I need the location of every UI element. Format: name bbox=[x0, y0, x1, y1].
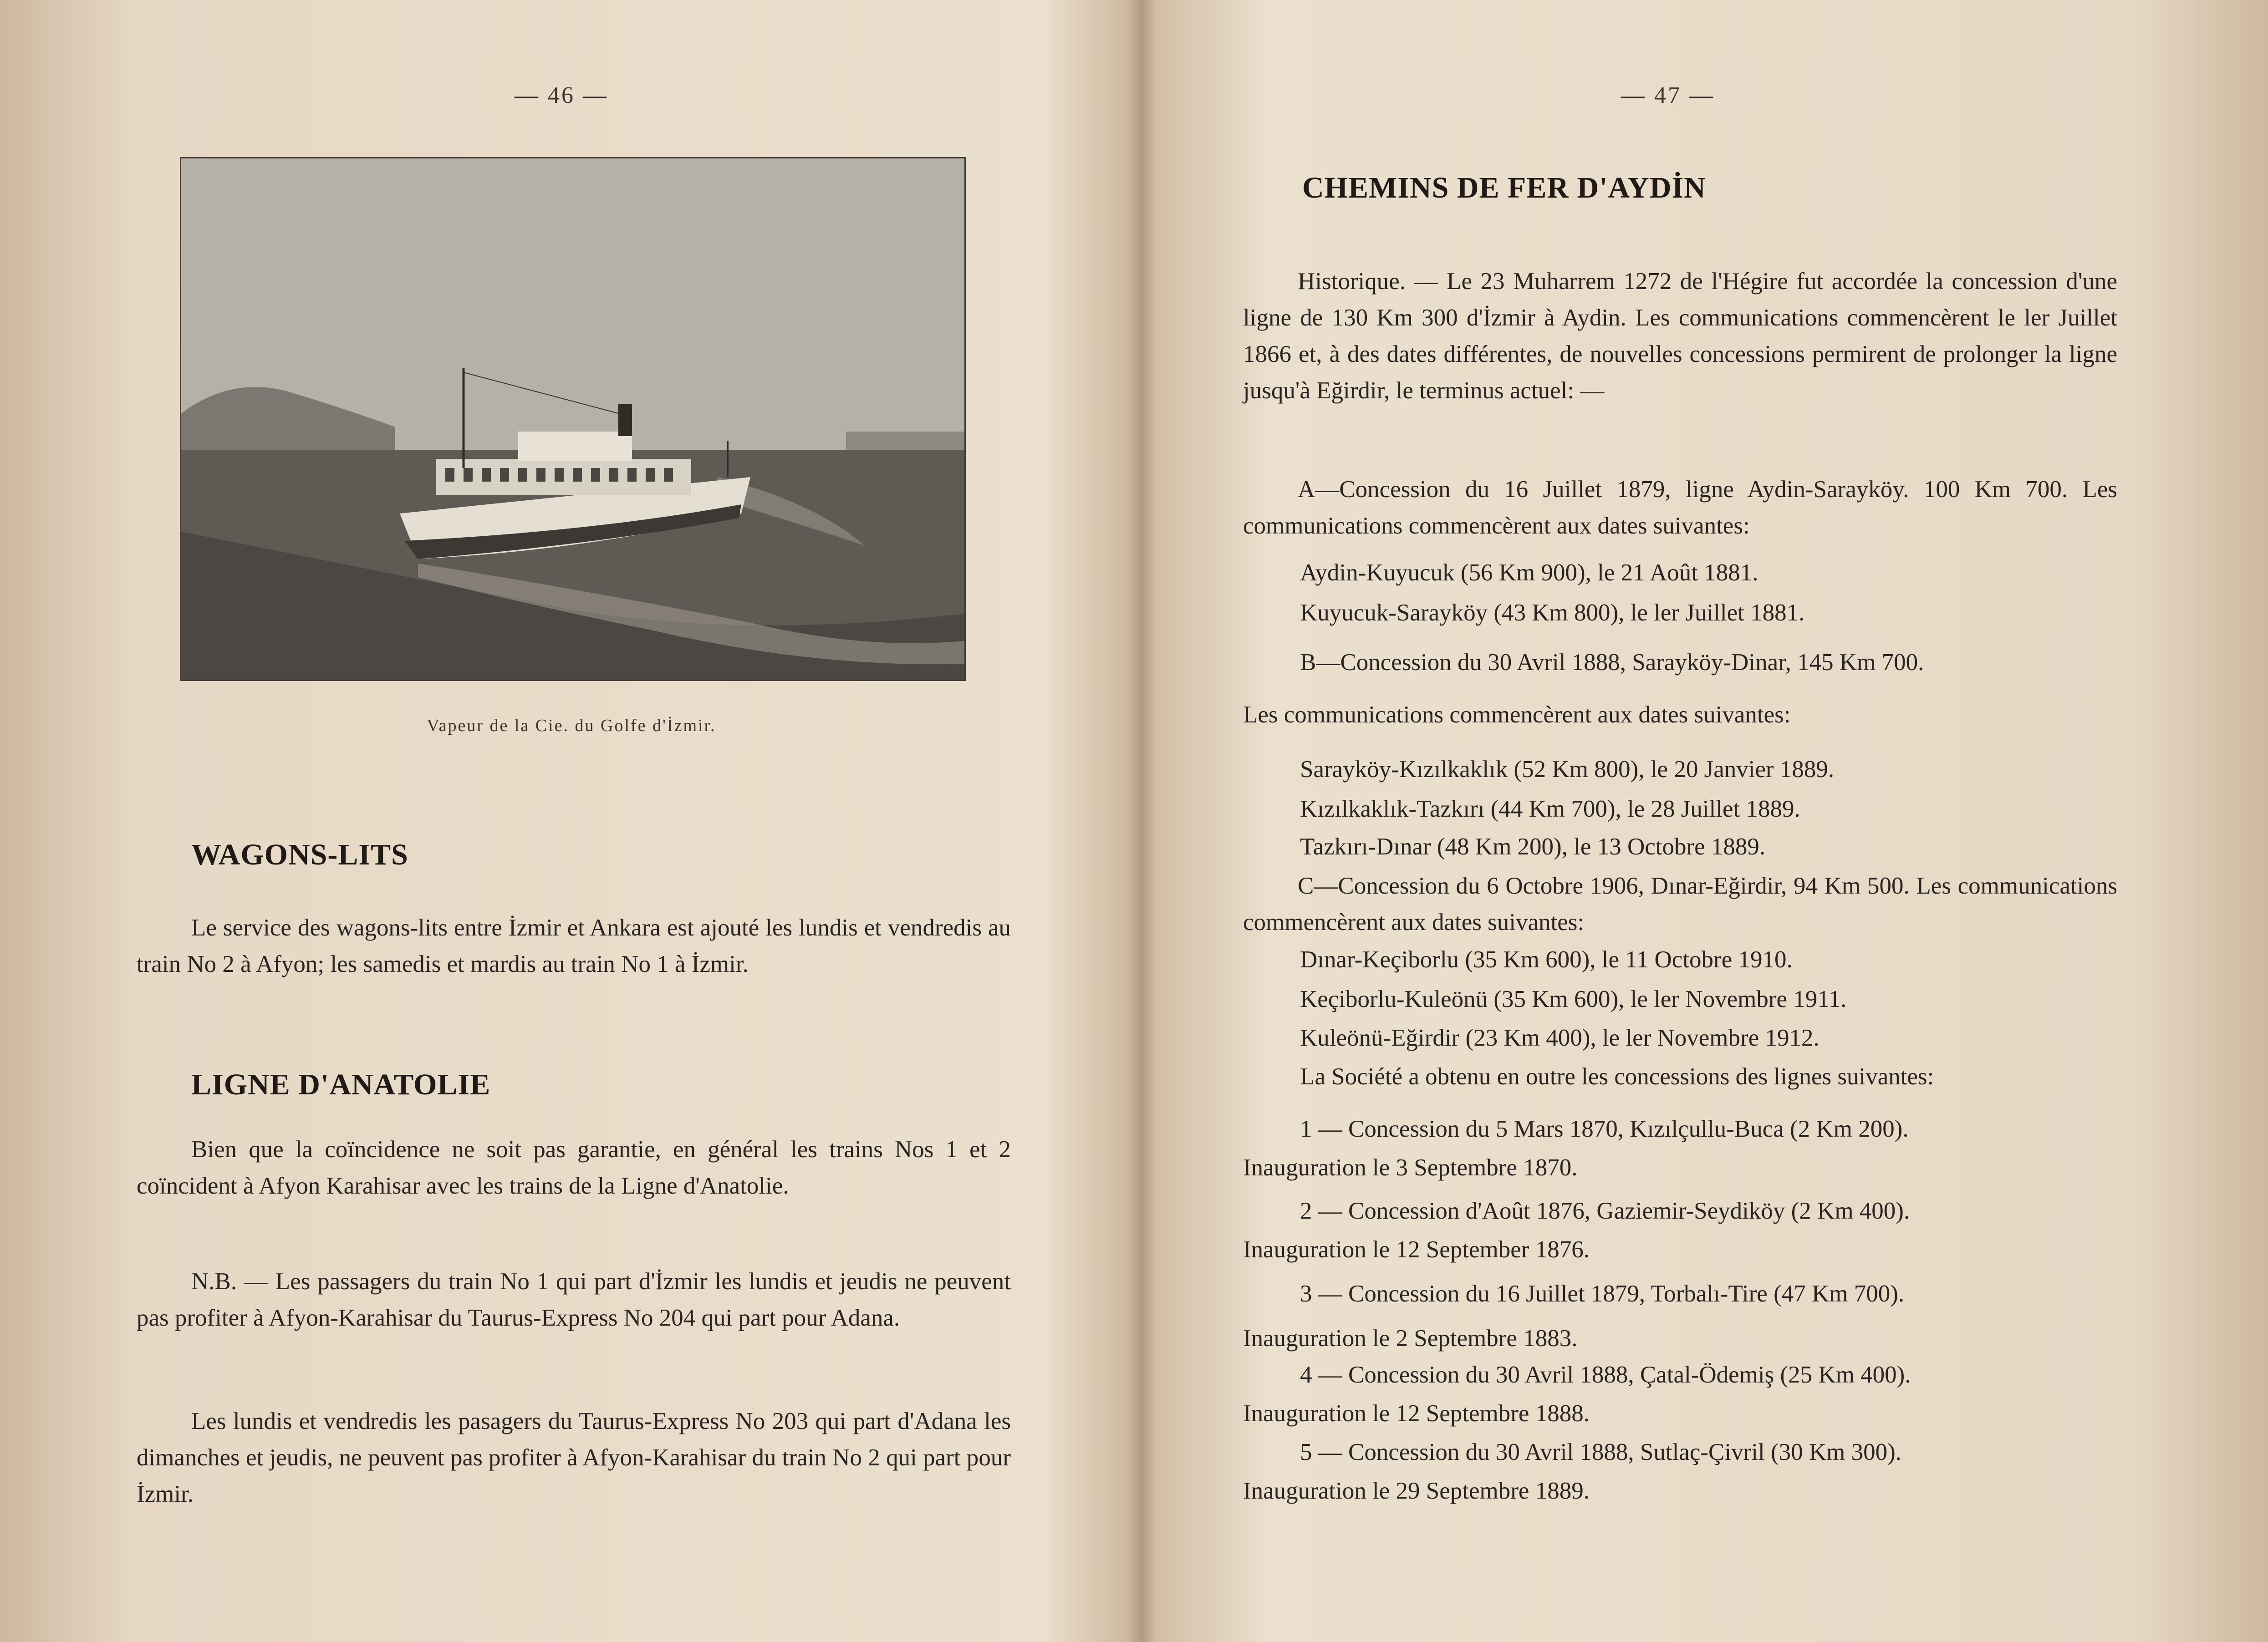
societe-line: La Société a obtenu en outre les concessions des lignes suivantes: bbox=[1300, 1063, 1934, 1090]
concession-b-line-1: Sarayköy-Kızılkaklık (52 Km 800), le 20 Janvier 1889. bbox=[1300, 756, 1835, 783]
anatolie-paragraph-1: Bien que la coïncidence ne soit pas garantie, en général les trains Nos 1 et 2 coïncident à Afyon Karahisar avec les trains de la Ligne d'Anatolie. bbox=[137, 1136, 1011, 1199]
concession-a-line-2: Kuyucuk-Sarayköy (43 Km 800), le ler Juillet 1881. bbox=[1300, 600, 1805, 626]
concession-c-line-3: Kuleönü-Eğirdir (23 Km 400), le ler Novembre 1912. bbox=[1300, 1025, 1819, 1051]
inauguration-3: Inauguration le 2 Septembre 1883. bbox=[1243, 1325, 1578, 1352]
anatolie-paragraph-3: Les lundis et vendredis les pasagers du Taurus-Express No 203 qui part d'Adana les dimanches et jeudis, ne peuvent pas profiter à Afyon-Karahisar du train No 2 qui part pour İzmir. bbox=[137, 1408, 1011, 1507]
concession-c-line-2: Keçiborlu-Kuleönü (35 Km 600), le ler Novembre 1911. bbox=[1300, 986, 1847, 1012]
numbered-concession-4: 4 — Concession du 30 Avril 1888, Çatal-Ödemiş (25 Km 400). bbox=[1300, 1362, 1911, 1388]
page-number-right: — 47 — bbox=[1621, 82, 1715, 108]
photo-caption: Vapeur de la Cie. du Golfe d'İzmir. bbox=[427, 716, 716, 735]
concession-c-line-1: Dınar-Keçiborlu (35 Km 600), le 11 Octobre 1910. bbox=[1300, 946, 1793, 973]
page-number-left: — 46 — bbox=[515, 82, 608, 108]
historique-paragraph: Historique. — Le 23 Muharrem 1272 de l'Hégire fut accordée la concession d'une ligne de 130 Km 300 d'İzmir à Aydin. Les communications commencèrent le ler Juillet 1866 et, à des dates différentes, de nouvelles concessions permirent de prolonger la ligne jusqu'à Eğirdir, le terminus actuel: — bbox=[1243, 268, 2117, 404]
inauguration-1: Inauguration le 3 Septembre 1870. bbox=[1243, 1154, 1578, 1181]
numbered-concession-1: 1 — Concession du 5 Mars 1870, Kızılçullu-Buca (2 Km 200). bbox=[1300, 1116, 1909, 1142]
concession-b-line-3: Tazkırı-Dınar (48 Km 200), le 13 Octobre 1889. bbox=[1300, 834, 1766, 860]
inauguration-2: Inauguration le 12 September 1876. bbox=[1243, 1236, 1590, 1263]
steamer-illustration bbox=[181, 158, 964, 680]
right-page bbox=[1134, 0, 2268, 1642]
ligne-anatolie-heading: LIGNE D'ANATOLIE bbox=[191, 1068, 491, 1101]
chemins-de-fer-heading: CHEMINS DE FER D'AYDİN bbox=[1302, 171, 1706, 204]
numbered-concession-3: 3 — Concession du 16 Juillet 1879, Torbalı-Tire (47 Km 700). bbox=[1300, 1281, 1905, 1307]
steamer-photo bbox=[180, 157, 966, 681]
numbered-concession-5: 5 — Concession du 30 Avril 1888, Sutlaç-Çivril (30 Km 300). bbox=[1300, 1439, 1901, 1465]
wagons-lits-heading: WAGONS-LITS bbox=[191, 838, 408, 871]
concession-a-paragraph: A—Concession du 16 Juillet 1879, ligne Aydin-Sarayköy. 100 Km 700. Les communications commencèrent aux dates suivantes: bbox=[1243, 476, 2117, 539]
wagons-lits-text: Le service des wagons-lits entre İzmir et Ankara est ajouté les lundis et vendredis au train No 2 à Afyon; les samedis et mardis au train No 1 à İzmir. bbox=[137, 915, 1011, 977]
concession-b-line-2: Kızılkaklık-Tazkırı (44 Km 700), le 28 Juillet 1889. bbox=[1300, 796, 1800, 822]
inauguration-4: Inauguration le 12 Septembre 1888. bbox=[1243, 1400, 1590, 1427]
concession-b-communications: Les communications commencèrent aux dates suivantes: bbox=[1243, 702, 1791, 728]
concession-a-line-1: Aydin-Kuyucuk (56 Km 900), le 21 Août 1881. bbox=[1300, 559, 1758, 586]
inauguration-5: Inauguration le 29 Septembre 1889. bbox=[1243, 1478, 1590, 1504]
anatolie-paragraph-2: N.B. — Les passagers du train No 1 qui part d'İzmir les lundis et jeudis ne peuvent pas profiter à Afyon-Karahisar du Taurus-Express No 204 qui part pour Adana. bbox=[137, 1268, 1011, 1331]
concession-c-paragraph: C—Concession du 6 Octobre 1906, Dınar-Eğirdir, 94 Km 500. Les communications commencèrent aux dates suivantes: bbox=[1243, 873, 2117, 935]
concession-b-line: B—Concession du 30 Avril 1888, Sarayköy-Dinar, 145 Km 700. bbox=[1300, 649, 1924, 676]
numbered-concession-2: 2 — Concession d'Août 1876, Gaziemir-Seydiköy (2 Km 400). bbox=[1300, 1198, 1910, 1224]
